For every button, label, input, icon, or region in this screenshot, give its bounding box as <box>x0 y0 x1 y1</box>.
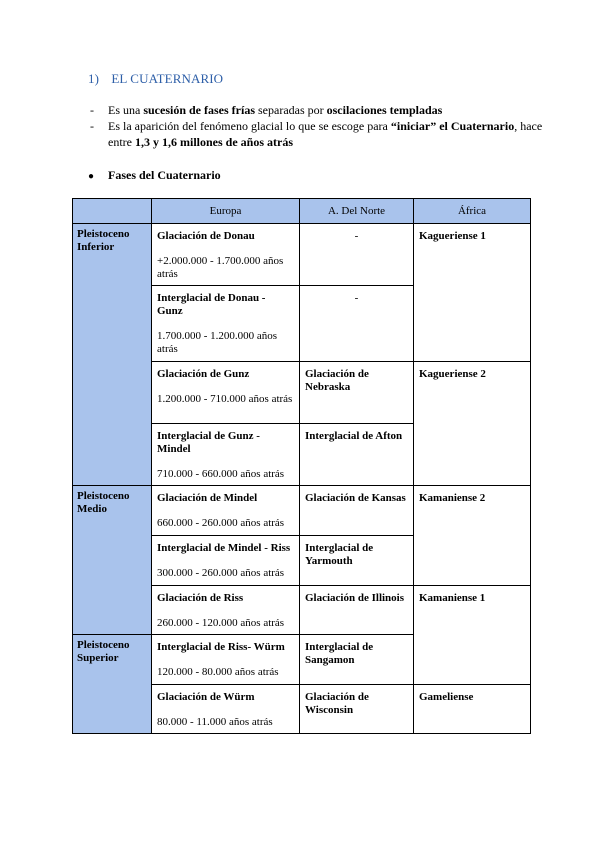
europa-dates: 1.200.000 - 710.000 años atrás <box>157 393 293 405</box>
header-america: A. Del Norte <box>300 199 414 224</box>
bullet-dash: - <box>90 119 94 133</box>
fases-title-text: Fases del Cuaternario <box>108 168 221 182</box>
america-cell: Interglacial de Afton <box>300 424 414 486</box>
period-superior: Pleistoceno Superior <box>73 635 152 734</box>
america-cell: - <box>300 224 414 286</box>
africa-cell: Kagueriense 2 <box>414 362 531 486</box>
period-inferior: Pleistoceno Inferior <box>73 224 152 486</box>
europa-name: Glaciación de Riss <box>157 592 244 604</box>
europa-cell <box>152 424 300 486</box>
europa-dates: 1.700.000 - 1.200.000 años atrás <box>157 330 278 355</box>
europa-dates: 710.000 - 660.000 años atrás <box>157 468 285 480</box>
europa-name: Glaciación de Gunz <box>157 368 250 380</box>
europa-name: Interglacial de Gunz - Mindel <box>157 430 260 455</box>
fases-table <box>72 198 531 734</box>
europa-cell <box>152 486 300 536</box>
africa-cell: Kamaniense 1 <box>414 586 531 685</box>
heading-title: EL CUATERNARIO <box>111 71 224 86</box>
table-row <box>73 224 531 286</box>
bullet-text-bold: sucesión de fases frías <box>143 103 255 117</box>
bullet-text: separadas por <box>255 103 327 117</box>
bullet-text: Es una <box>108 103 144 117</box>
bullet-text: Es la aparición del fenómeno glacial lo que se escoge para <box>108 119 391 133</box>
america-cell: Glaciación de Illinois <box>300 586 414 635</box>
period-medio: Pleistoceno Medio <box>73 486 152 635</box>
africa-cell: Kagueriense 1 <box>414 224 531 362</box>
america-cell: Interglacial de Yarmouth <box>300 536 414 586</box>
america-cell: Interglacial de Sangamon <box>300 635 414 685</box>
europa-dates: 660.000 - 260.000 años atrás <box>157 517 285 529</box>
section-heading <box>88 71 223 87</box>
europa-cell <box>152 224 300 286</box>
fases-title <box>88 168 221 183</box>
europa-name: Interglacial de Riss- Würm <box>157 641 285 653</box>
america-cell: Glaciación de Nebraska <box>300 362 414 424</box>
header-europa: Europa <box>152 199 300 224</box>
europa-cell <box>152 586 300 635</box>
europa-name: Glaciación de Donau <box>157 230 255 242</box>
europa-cell <box>152 685 300 734</box>
europa-name: Glaciación de Mindel <box>157 492 258 504</box>
europa-name: Glaciación de Würm <box>157 691 255 703</box>
bullet-text: , hace entre <box>108 119 543 149</box>
europa-name: Interglacial de Mindel - Riss <box>157 542 291 554</box>
heading-number: 1) <box>88 71 100 86</box>
europa-cell <box>152 635 300 685</box>
america-cell: Glaciación de Wisconsin <box>300 685 414 734</box>
bullet-item-1 <box>88 102 548 118</box>
africa-cell: Kamaniense 2 <box>414 486 531 586</box>
bullet-text-bold: “iniciar” el Cuaternario <box>390 119 515 133</box>
bullet-item-2 <box>88 118 548 150</box>
europa-cell <box>152 362 300 424</box>
europa-dates: 260.000 - 120.000 años atrás <box>157 617 285 629</box>
header-africa: África <box>414 199 531 224</box>
europa-name: Interglacial de Donau - Gunz <box>157 292 266 317</box>
table-row <box>73 486 531 536</box>
europa-dates: +2.000.000 - 1.700.000 años atrás <box>157 255 284 280</box>
europa-dates: 120.000 - 80.000 años atrás <box>157 666 279 678</box>
europa-dates: 300.000 - 260.000 años atrás <box>157 567 285 579</box>
header-blank <box>73 199 152 224</box>
intro-bullets <box>88 102 548 150</box>
bullet-text-bold: 1,3 y 1,6 millones de años atrás <box>134 135 293 149</box>
africa-cell: Gameliense <box>414 685 531 734</box>
bullet-text-bold: oscilaciones templadas <box>326 103 443 117</box>
bullet-dash: - <box>90 103 94 117</box>
bullet-dot-icon: ● <box>88 171 95 182</box>
europa-cell <box>152 536 300 586</box>
europa-dates: 80.000 - 11.000 años atrás <box>157 716 273 728</box>
table-header-row <box>73 199 531 224</box>
europa-cell <box>152 286 300 362</box>
america-cell: - <box>300 286 414 362</box>
america-cell: Glaciación de Kansas <box>300 486 414 536</box>
